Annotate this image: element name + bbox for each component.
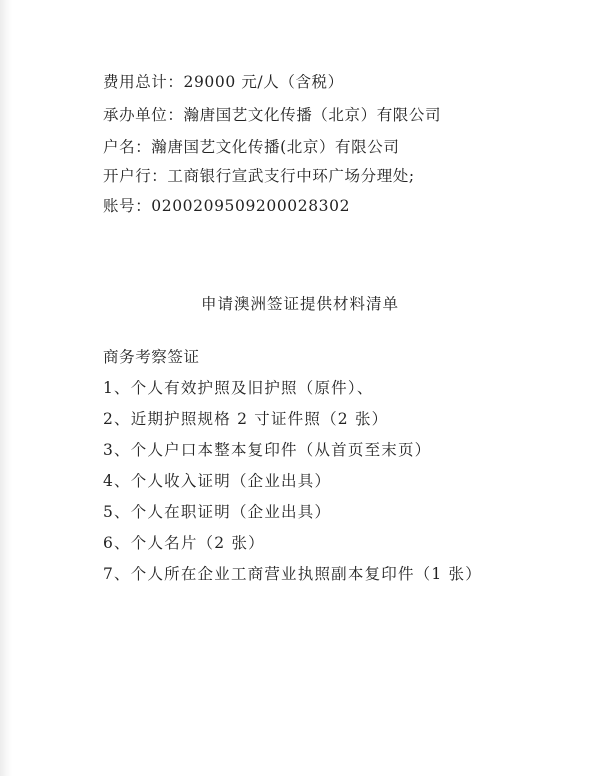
total-cost: 费用总计：29000 元/人（含税） [103, 73, 344, 91]
visa-category: 商务考察签证 [103, 348, 200, 366]
list-item: 4、个人收入证明（企业出具） [103, 472, 332, 490]
account-name: 户名：瀚唐国艺文化传播(北京）有限公司 [103, 138, 400, 156]
list-item: 6、个人名片（2 张） [103, 534, 265, 552]
list-item: 2、近期护照规格 2 寸证件照（2 张） [103, 410, 389, 428]
list-item: 3、个人户口本整本复印件（从首页至末页） [103, 441, 432, 459]
account-number: 账号：0200209509200028302 [103, 197, 351, 215]
list-item: 1、个人有效护照及旧护照（原件）、 [103, 379, 374, 397]
bank-branch: 开户行：工商银行宣武支行中环广场分理处; [103, 167, 415, 185]
list-item: 5、个人在职证明（企业出具） [103, 503, 332, 521]
list-item: 7、个人所在企业工商营业执照副本复印件（1 张） [103, 565, 482, 583]
organizer: 承办单位：瀚唐国艺文化传播（北京）有限公司 [103, 106, 442, 124]
checklist-title: 申请澳洲签证提供材料清单 [200, 295, 399, 313]
